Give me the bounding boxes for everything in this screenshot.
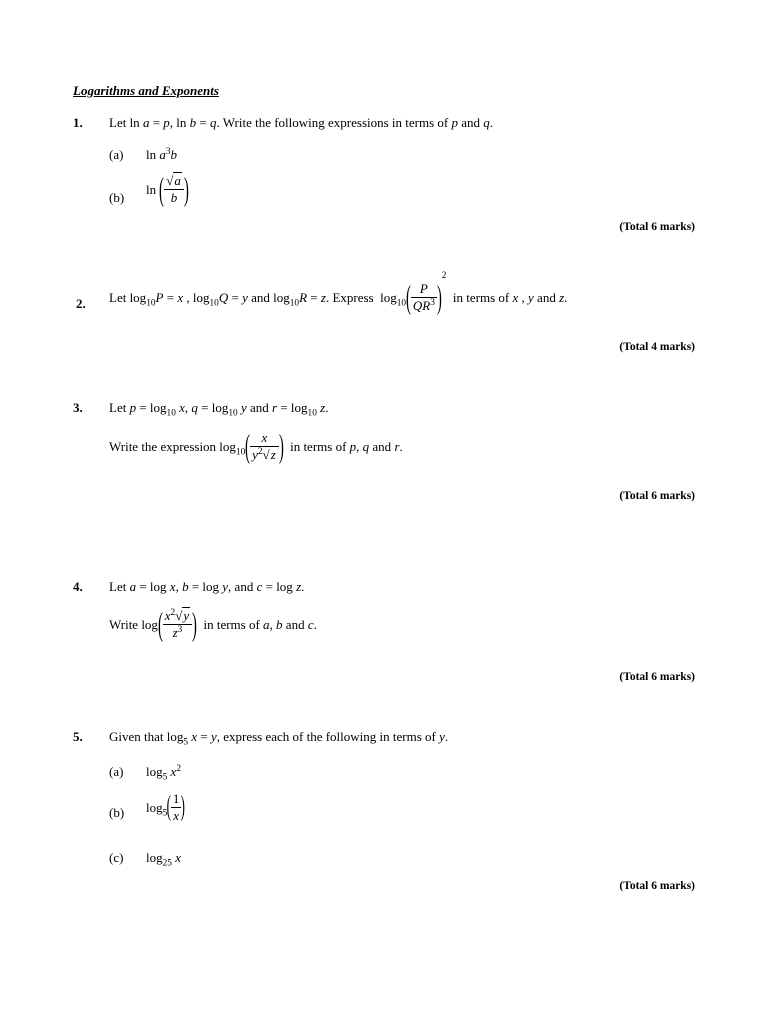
expression: ln ( $\frac{√a}{b}$ ) [146,171,189,208]
question-number: 1. [73,115,83,130]
question-number: 4. [73,579,83,594]
question-3-expression: Write the expression $\log_{10}$( $\frac{x}{y^2√z}$ ) in terms of p, q and r. [109,428,403,465]
question-4-text: Let a = log x, b = log y, and c = log z. [109,579,305,594]
part-label: (b) [109,805,125,820]
question-number: 2. [76,296,86,311]
expression: $\log_{25} x$ [146,850,181,869]
question-number: 3. [73,400,83,415]
part-label: (a) [109,147,124,162]
part-label: (a) [109,764,124,779]
question-2-text: Let $\log_{10}P = x$ , $\log_{10}Q = y$ and $\log_{10}R = z$. Express $\log_{10}$( $\frac{P}{QR^3}$ )2 in terms of x , y and z. [109,271,568,316]
question-number: 5. [73,729,83,744]
expression: $\log_5 x^2$ [146,763,181,783]
part-label: (c) [109,850,124,865]
total-marks: (Total 6 marks) [619,490,695,502]
total-marks: (Total 4 marks) [619,341,695,353]
question-4-expression: Write log( $\frac{x^2√y}{z^3}$ ) in terms of a, b and c. [109,606,317,643]
total-marks: (Total 6 marks) [619,880,695,892]
question-3-text: Let $p = \log_{10} x$, $q = \log_{10} y$ and $r = \log_{10} z$. [109,400,329,419]
question-5-text: Given that $\log_5 x = y$, express each of the following in terms of y. [109,729,449,748]
question-1-text: Let ln a = p, ln b = q. Write the following expressions in terms of p and q. [109,115,494,130]
part-label: (b) [109,190,125,205]
total-marks: (Total 6 marks) [619,671,695,683]
expression: $\ln a^3b$ [146,146,178,162]
page-title: Logarithms and Exponents [73,83,219,98]
expression: $\log_5$( $\frac{1}{x}$ ) [146,791,186,824]
total-marks: (Total 6 marks) [619,221,695,233]
